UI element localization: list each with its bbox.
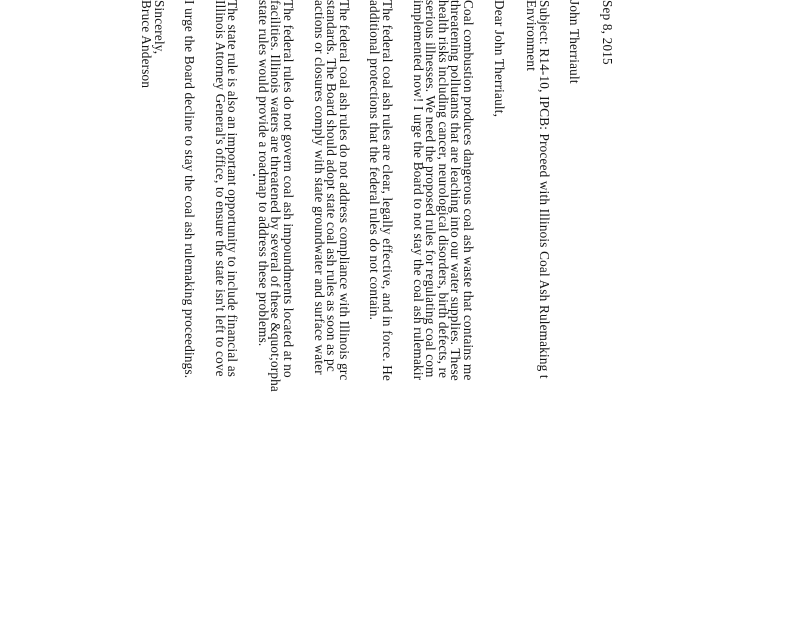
paragraph-line: health risks including cancer, neurological disorders, birth defects, re <box>435 0 451 379</box>
paragraph-line: The state rule is also an important opportunity to include financial as <box>225 0 241 378</box>
subject-line-2: Environment <box>524 0 540 72</box>
paragraph-line: implemented now! I urge the Board to not stay the coal ash rulemakir <box>410 0 426 381</box>
signature-name: Bruce Anderson <box>138 0 154 89</box>
closing: Sincerely, <box>151 0 167 55</box>
paragraph-4 <box>255 0 297 620</box>
paragraph-5 <box>212 0 241 620</box>
paragraph-line: Coal combustion produces dangerous coal ash waste that contains me <box>461 0 477 381</box>
scan-speck <box>253 174 255 176</box>
paragraph-line: additional protections that the federal rules do not contain. <box>367 0 383 321</box>
recipient-name: John Therriault <box>567 0 583 84</box>
paragraph-line: actions or closures comply with state groundwater and surface water <box>311 0 327 375</box>
subject-line-1: Subject: R14-10, IPCB: Proceed with Illinois Coal Ash Rulemaking t <box>536 0 552 379</box>
paragraph-6 <box>183 0 196 620</box>
paragraph-line: The federal coal ash rules are clear, legally effective, and in force. He <box>380 0 396 382</box>
paragraph-3 <box>312 0 350 620</box>
paragraph-line: state rules would provide a roadmap to address these problems. <box>255 0 271 347</box>
paragraph-2 <box>367 0 396 620</box>
paragraph-line: serious illnesses. We need the proposed rules for regulating coal com <box>423 0 439 378</box>
salutation: Dear John Therriault, <box>491 0 507 118</box>
paragraph-1 <box>410 0 477 620</box>
paragraph-line: I urge the Board decline to stay the coal ash rulemaking proceedings. <box>182 0 198 379</box>
paragraph-line: The federal coal ash rules do not address compliance with Illinois grc <box>336 0 352 381</box>
paragraph-line: standards. The Board should adopt state coal ash rules as soon as pc <box>324 0 340 372</box>
scanned-letter <box>139 0 613 620</box>
paragraph-line: threatening pollutants that are leaching into our water supplies. These <box>448 0 464 381</box>
paragraph-line: The federal rules do not govern coal ash impoundments located at no <box>281 0 297 378</box>
paragraph-line: facilities. Illinois waters are threatened by several of these &quot;orpha <box>268 0 284 392</box>
letter-date: Sep 8, 2015 <box>600 0 615 65</box>
paragraph-line: Illinois Attorney General's office, to ensure the state isn't left to cove <box>212 0 228 377</box>
